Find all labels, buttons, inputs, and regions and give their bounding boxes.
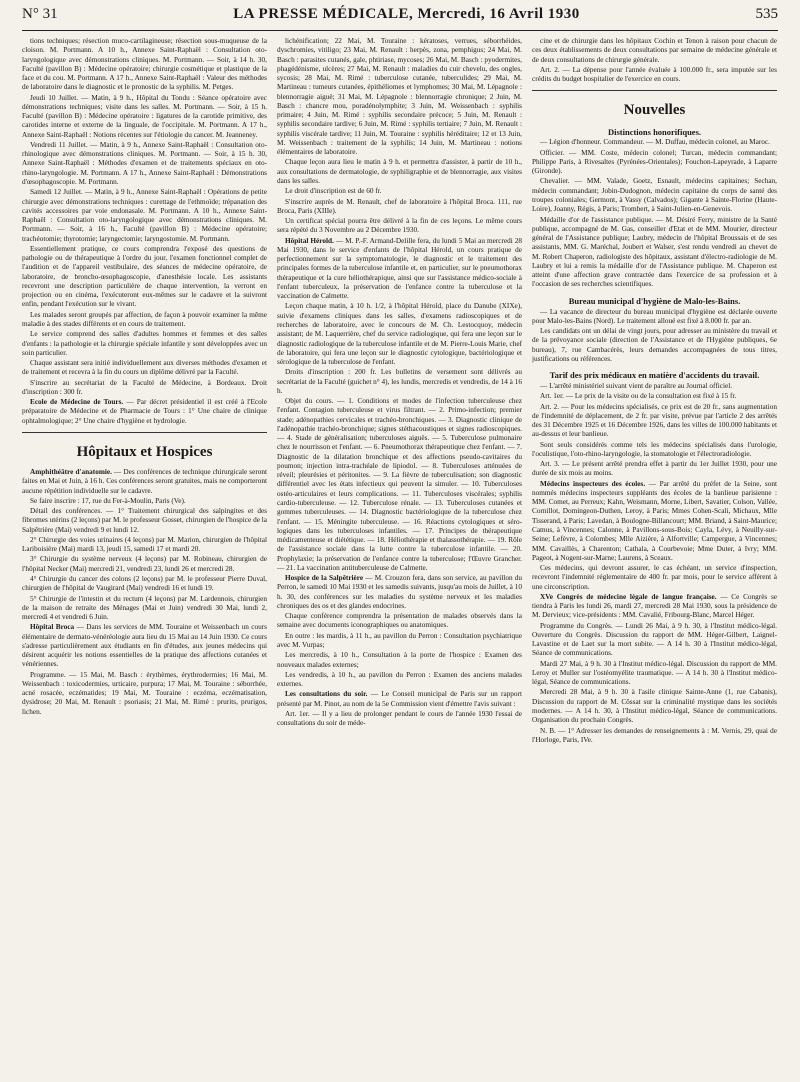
article-body: — Ce Congrès se tiendra à Paris les lundi 26, mardi 27, mercredi 28 Mai 1930, sous la présidence de M. Dervieux; vice-présidents : MM. Cavalié, Fribourg-Blanc, Marcel Héger.: [532, 592, 777, 620]
page-number: 535: [755, 6, 778, 22]
paragraph: — La vacance de directeur du bureau municipal d'hygiène est déclarée ouverte pour Malo-les-Bains (Nord). Le traitement alloué est fixé à 8.000 fr. par an.: [532, 307, 777, 325]
paragraph: Chaque leçon aura lieu le matin à 9 h. et permettra d'assister, à partir de 10 h., aux consultations de dermatologie, de syphiligraphie et de blennorragie, aux visites dans les salles.: [277, 158, 522, 185]
paragraph: Art. 2. — La dépense pour l'année évaluée à 100.000 fr., sera imputée sur les crédits du budget hospitalier de l'exercice en cours.: [532, 65, 777, 84]
article-body: — Dans les services de MM. Touraine et Weissenbach un cours élémentaire de dermato-vénéréologie aura lieu du 15 Mai au 14 Juin 1930. Ce cours s'adresse particulièrement aux étudiants en fin d'études, aux jeunes médecins qui désirent acquérir les notions essentielles de la pratique des affections cutanées et vénériennes.: [22, 623, 267, 669]
column-1: [22, 37, 267, 1077]
paragraph: tions techniques; résection muco-cartilagineuse; résection sous-muqueuse de la cloison. M. Portmann. A 10 h., Annexe Saint-Raphaël : Consultation oto-laryngologique avec démonstrations cliniques. M. Portmann. — Soir, à 14 h. 30, Faculté (pavillon B) : Médecine opératoire; chirurgie cosmétique et plastique de la face et du cou. M. Portmann. A 17 h., Annexe Saint-Raphaël : Valeur des méthodes de laboratoire dans le diagnostic et le pronostic de la syphilis. M. Petges.: [22, 37, 267, 92]
paragraph: Vendredi 11 Juillet. — Matin, à 9 h., Annexe Saint-Raphaël : Consultation oto-rhinologique avec démonstrations cliniques. M. Portmann. — Soir, à 15 h. 30, Annexe Saint-Raphaël : Méthodes d'examen et de traitements spéciaux en oto-rhino-laryngologie. M. Portmann. A 17 h., Annexe Saint-Raphaël : Démonstrations d'œsophagoscopie. M. Portmann.: [22, 140, 267, 186]
paragraph: Le droit d'inscription est de 60 fr.: [285, 187, 382, 196]
article-heading: Hôpital Broca: [30, 623, 75, 632]
paragraph: Le service comprend des salles d'adultes hommes et femmes et des salles d'enfants : la pathologie et la chirurgie spéciale infantile y sont développées avec un soin particulier.: [22, 330, 267, 357]
article-heading: Médecins inspecteurs des écoles.: [540, 479, 646, 488]
article-inspecteurs: [532, 480, 777, 563]
article-heading: Tarif des prix médicaux en matière d'accidents du travail.: [549, 370, 760, 381]
section-title-nouvelles: Nouvelles: [623, 102, 686, 119]
article-body: — Par décret présidentiel il est créé à l'Ecole préparatoire de Médecine et de Pharmacie de Tours : 1° Une chaire de clinique ophtalmologique; 2° Une chaire d'hygiène et hydrologie.: [22, 398, 267, 425]
article-heading: Ecole de Médecine de Tours.: [30, 398, 124, 407]
article-heading: Distinctions honorifiques.: [607, 126, 702, 137]
paragraph: Médaille d'or de l'assistance publique. — M. Désiré Ferry, ministre de la Santé publique, accompagné de M. Gas, conseiller d'Etat et de MM. Mourier, directeur général de l'Assistance publique; Laubry, médecin de l'hôpital Broussais et de ses assistants, MM. G. Maréchal, Joubert et Walser, s'est rendu vendredi au chevet de M. Robert Chaperon, radiologiste des hôpitaux, assistant d'électro-radiologie de M. Laubry et lui a remis la médaille d'or de l'Assistance publique. M. Chaperon est atteint d'une affection grave contractée dans l'exercice de sa profession et à l'occasion de ses recherches scientifiques.: [532, 215, 777, 289]
paragraph: Essentiellement pratique, ce cours comprendra l'exposé des questions de pathologie ou de thérapeutique à l'ordre du jour, l'examen fonctionnel complet de l'audition et de l'appareil vestibulaire, des séances de médecine opératoire, de laboratoire, de broncho-œsophagoscopie, d'anesthésie locale. Les assistants recevront une description particulière de chaque intervention, la verront en projection ou en cinéma, l'exécuteront eux-mêmes sur le cadavre et la suivront enfin, pendant l'exécution sur le vivant.: [22, 244, 267, 309]
paragraph: Se faire inscrire : 17, rue du Fer-à-Moulin, Paris (Ve).: [30, 496, 186, 505]
paragraph: Art. 1er. — Le prix de la visite ou de la consultation est fixé à 15 fr.: [540, 392, 737, 401]
paragraph: 3° Chirurgie du système nerveux (4 leçons) par M. Robineau, chirurgien de l'hôpital Necker (Mai) mercredi 21, vendredi 23, lundi 26 et mercredi 28.: [22, 555, 267, 573]
paragraph: Art. 1er. — Il y a lieu de prolonger pendant le cours de l'année 1930 l'essai de consultations du soir de méde-: [277, 709, 522, 728]
paragraph: Mercredi 28 Mai, à 9 h. 30 à l'asile clinique Sainte-Anne (1, rue Cabanis), Discussion du rapport de M. Côssat sur la criminalité mystique dans les sociétés modernes. — A 14 h. 30, à l'Institut médico-légal, Séance de communications. Organisation du prochain Congrès.: [532, 688, 777, 725]
section-rule: [532, 90, 777, 91]
paragraph: Ces médecins, qui devront assurer, le cas échéant, un service d'inspection, recevront l'indemnité réglementaire de 400 fr. par mois, pour le service afférent à une circonscription.: [532, 564, 777, 591]
paragraph: 4° Chirurgie du cancer des colons (2 leçons) par M. le professeur Pierre Duval, chirurgien de l'hôpital de Vaugirard (Mai) vendredi 16 et lundi 19.: [22, 575, 267, 593]
paragraph: 2° Chirurgie des voies urinaires (4 leçons) par M. Marion, chirurgien de l'hôpital Lariboisière (Mai) mardi 13, jeudi 15, samedi 17 et mardi 20.: [22, 535, 267, 554]
paragraph: Un certificat spécial pourra être délivré à la fin de ces leçons. Le même cours sera répété du 3 Novembre au 2 Décembre 1930.: [277, 217, 522, 235]
paragraph: Les candidats ont un délai de vingt jours, pour adresser au ministère du travail et de la prévoyance sociale (direction de l'Assistance et de l'Hygiène publiques, 6e bureau), 7, rue Cambacérès, leurs demandes accompagnées de tous titres, justifications ou références.: [532, 327, 777, 363]
paragraph: Leçon chaque matin, à 10 h. 1/2, à l'hôpital Hérold, place du Danube (XIXe), suivie d'examens cliniques dans les salles, d'examens radioscopiques et de recherches de laboratoire, avec le concours de M. Ch. Lestocquoy, médecin assistant; de M. Laquerrière, chef du service radiologique, qui fera une leçon sur le diagnostic radiologique de la tuberculose infantile et de M. Pierre-Louis Marie, chef de laboratoire, qui fera une leçon sur le diagnostic cytologique, bactériologique et sérologique de la tuberculose de l'enfant.: [277, 302, 522, 367]
column-3: [532, 37, 777, 1077]
paragraph: cine et de chirurgie dans les hôpitaux Cochin et Tenon à raison pour chacun de ces deux établissements de deux consultations par semaine de médecine générale et de deux consultations de chirurgie générale.: [532, 37, 777, 64]
paragraph: 5° Chirurgie de l'intestin et du rectum (4 leçons) par M. Lardennois, chirurgien de la maison de retraite des Ménages (Mai et Juin) vendredi 30 Mai, lundi 2, mercredi 4 et vendredi 6 Juin.: [22, 594, 267, 622]
article-broca: [22, 623, 267, 669]
paragraph: N. B. — 1° Adresser les demandes de renseignements à : M. Vernis, 29, quai de l'Horloge, Paris, IVe.: [532, 726, 777, 744]
column-2: [277, 37, 522, 1077]
issue-number: N° 31: [22, 6, 58, 22]
paragraph: Détail des conférences. — 1° Traitement chirurgical des salpingites et des fibromes utérins (2 leçons) par M. le professeur Gosset, chirurgien de l'hospice de la Salpêtrière (Mai) vendredi 9 et lundi 12.: [22, 507, 267, 534]
paragraph: Officier. — MM. Coste, médecin colonel; Turcan, médecin commandant; Philippe Paris, à Rivesaltes (Pyrénées-Orientales); Fouchon-Lapeyrade, à Laparre (Gironde).: [532, 148, 777, 176]
paragraph: — Légion d'honneur. Commandeur. — M. Duffau, médecin colonel, au Maroc.: [540, 138, 770, 147]
paragraph: Objet du cours. — 1. Conditions et modes de l'infection tuberculeuse chez l'enfant. Contagion tuberculeuse et virus filtrant. — 2. Primo-infection; premier stade; adénopathies cervicales et trachéo-bronchiques. — 3. Diagnostic clinique de l'adénopathie trachéo-bronchique; signes stéthacoustiques et signes radioscopiques. — 4. Stade de généralisation; tuberculoses aiguës. — 5. Tuberculose pulmonaire chez le nourrisson et l'enfant. — 6. Pneumothorax thérapeutique chez l'enfant. — 7. Diagnostic de la dilatation bronchique et des affections pseudo-cavitaires du poumon; injection intra-trachéale de lipiodol. — 8. Tuberculoses atténuées de réveil; pleurésies et péritonites. — 9. La fièvre de tuberculisation; son diagnostic différentiel avec les états infectieux qui peuvent la simuler. — 10. Tuberculoses ostéo-articulaires et leurs complications. — 11. Tuberculoses viscérales; syphilis cardio-tuberculeuse. — 12. Tuberculose rénale. — 13. Tuberculoses cutanées et gommes tuberculeuses. — 14. Diagnostic bactériologique de la tuberculose chez l'enfant. — 15. Méningite tuberculeuse. — 16. Réactions cytologiques et séro-logiques dans les tuberculoses infantiles. — 17. Principes de thérapeutique médicamenteuse et diététique. — 18. Héliothérapie et thalassothérapie. — 19. Rôle de l'assistance sociale dans la lutte contre la tuberculose infantile. — 20. Prophylaxie; la préservation de l'enfance contre la tuberculose; l'Œuvre Grancher. — 21. La vaccination antituberculeuse de Calmette.: [277, 397, 522, 572]
article-congres: [532, 593, 777, 621]
paragraph: lichénification; 22 Mai, M. Touraine : kératoses, verrues, séborrhéides, dyschromies, vitiligo; 23 Mai, M. Renault : herpès, zona, pemphigus; 24 Mai, M. Basch : parasites cutanés, gale, phtiriase, mycoses; 26 Mai, M. Basch : pyodermites, phagédénisme, ulcères; 27 Mai, M. Renault : maladies du cuir chevelu, des ongles, sycosis; 28 Mai, M. Rimé : tuberculose cutanée, tuberculides; 29 Mai, M. Martineau : tumeurs cutanées, épithéliomes et lymphomes; 30 Mai, M. Lépagnole : blennorragie aiguë; 31 Mai, M. Lépagnole : blennorragie chronique; 2 Juin, M. Basch : chancre mou, poradénolymphite; 3 Juin, M. Weissenbach : syphilis primaire; 4 Juin, M. Rimé : syphilis secondaire précoce; 5 Juin, M. Renault : syphilis secondaire tardive; 6 Juin, M. Rimé : syphilis tertiaire; 7 Juin, M. Renault : syphilis viscérale tardive; 11 Juin, M. Touraine : syphilis héréditaire; 12 et 13 Juin, M. Weissenbach : traitement de la syphilis; 14 Juin, M. Martineau : notions élémentaires de laboratoire.: [277, 37, 522, 157]
paragraph: Droits d'inscription : 200 fr. Les bulletins de versement sont délivrés au secrétariat de la Faculté (guichet n° 4), les lundis, mercredis et vendredis, de 14 à 16 h.: [277, 368, 522, 395]
page-header: [22, 6, 778, 31]
paragraph: Chaque conférence comprendra la présentation de malades observés dans la semaine avec documents iconographiques ou anatomiques.: [277, 612, 522, 630]
article-heading: XVe Congrès de médecine légale de langue française.: [540, 592, 717, 601]
article-body: — Par arrêté du préfet de la Seine, sont nommés médecins inspecteurs suppléants des écoles de la banlieue parisienne : MM. Comet, au Perreux; Kahn, Weismann, Morne, Libert, Savatier, Colson, Vallée, Cornillot, Domingeon-Duthen, Leroy, à Paris; Mmes Cohen-Scali, Michaux, Mlle Tisserand, à Paris; Lavedan, à Boulogne-Billancourt; MM. Briand, à Saint-Maurice; Camus, à Vincennes; Calonne, à Pavillons-sous-Bois; Cayla, Lévy, à Neuilly-sur-Seine; Lefèvre, à Colombes; Mlle Aizière, à Alfortville; Campergue, à Vincennes; MM. Cavaillès, à Charenton; Cathala, à Courbevoie; Mme Duter, à Ivry; MM. Pageot, à Nogent-sur-Marne; Laurens, à Sceaux.: [532, 479, 777, 562]
article-heading: Les consultations du soir.: [285, 690, 368, 699]
article-heading: Amphithéâtre d'anatomie.: [30, 468, 112, 477]
article-heading: Bureau municipal d'hygiène de Malo-les-Bains.: [568, 295, 741, 306]
article-body: — M. P.-F. Armand-Delille fera, du lundi 5 Mai au mercredi 28 Mai 1930, dans le service d'enfants de l'hôpital Hérold, un cours pratique de perfectionnement sur la symptomatologie, le diagnostic et le traitement des principales formes de la tuberculose infantile et, en particulier, sur le pneumothorax thérapeutique et la cure héliothérapique, ainsi que sur l'assistance médico-sociale à l'enfant tuberculeux, la préservation de l'enfance contre la tuberculose et la vaccination de Calmette.: [277, 236, 522, 301]
paragraph: Jeudi 10 Juillet. — Matin, à 9 h., Hôpital du Tondu : Séance opératoire avec démonstrations techniques; visite dans les salles. M. Portmann. — Soir, à 15 h. Faculté (pavillon B) : Médecine opératoire : ligatures de la carotide primitive, des carotides interne et externe de la linguale, de l'occipitale. M. Portmann. A 17 h., Annexe Saint-Raphaël : Notions récentes sur l'étiologie du cancer. M. Jeanneney.: [22, 93, 267, 139]
article-body: — Le Conseil municipal de Paris sur un rapport présenté par M. Pinot, au nom de la 5e Commission vient d'émettre l'avis suivant :: [277, 690, 522, 708]
article-body: — M. Crouzon fera, dans son service, au pavillon du Perron, le samedi 10 Mai 1930 et les samedis suivants, jusqu'au mois de Juillet, à 10 h. 30, des conférences sur les maladies du système nerveux et les maladies chroniques des os et des glandes endocrines.: [277, 574, 522, 610]
article-heading: Hôpital Hérold.: [285, 236, 334, 245]
paragraph: Les vendredis, à 10 h., au pavillon du Perron : Examen des anciens malades externes.: [277, 670, 522, 689]
paragraph: Les mercredis, à 10 h., Consultation à la porte de l'hospice : Examen des nouveaux malades externes;: [277, 651, 522, 669]
article-amphitheatre: [22, 468, 267, 496]
article-tours: [22, 398, 267, 426]
paragraph: Sont seuls considérés comme tels les médecins spécialisés dans l'urologie, l'oculistique, l'oto-rhino-laryngologie, la stomatologie et l'électroradiologie.: [532, 440, 777, 458]
paragraph: Programme. — 15 Mai, M. Basch : érythèmes, érythrodermies; 16 Mai, M. Weissenbach : toxicodermies, urticaire, purpura; 17 Mai, M. Touraine : séborrhée, acné rosacée, eczématides; 19 Mai, M. Touraine : eczéma, eczématisation, dysidrose; 20 Mai, M. Renault : psoriasis; 21 Mai, M. Rimé : prurits, prurigos, lichen.: [22, 670, 267, 716]
newspaper-title: LA PRESSE MÉDICALE, Mercredi, 16 Avril 1930: [233, 6, 580, 22]
paragraph: Les malades seront groupés par affection, de façon à pouvoir examiner la même maladie à des stades différents et en cours de traitement.: [22, 310, 267, 328]
paragraph: En outre : les mardis, à 11 h., au pavillon du Perron : Consultation psychiatrique avec M. Vurpas;: [277, 631, 522, 649]
paragraph: — L'arrêté ministériel suivant vient de paraître au Journal officiel.: [540, 381, 733, 390]
paragraph: S'inscrire au secrétariat de la Faculté de Médecine, à Bordeaux. Droit d'inscription : 300 fr.: [22, 378, 267, 396]
paragraph: Chaque assistant sera initié individuellement aux diverses méthodes d'examen et de traitement et recevra à la fin du cours un diplôme délivré par la Faculté.: [22, 359, 267, 377]
paragraph: Samedi 12 Juillet. — Matin, à 9 h., Annexe Saint-Raphaël : Opérations de petite chirurgie avec démonstrations techniques : curettage de l'ethmoïde; trépanation des cavités accessoires par voie endonasale. M. Portmann. A 10 h., Annexe Saint-Raphaël : Consultation oto-laryngologique avec démonstrations cliniques. M. Portmann. — Soir, à 16 h., Faculté (pavillon B) : Médecine opératoire; trachéotomie; thyrotomie; laryngectomie; laryngostomie. M. Portmann.: [22, 188, 267, 243]
paragraph: Mardi 27 Mai, à 9 h. 30 à l'Institut médico-légal. Discussion du rapport de MM. Leroy et Muller sur l'ostéomyélite traumatique. — A 14 h. 30 à l'Institut médico-légal, Séance de communications.: [532, 659, 777, 687]
article-body: — Des conférences de technique chirurgicale seront faites en Mai et Juin, à 16 h. Ces conférences seront gratuites, mais ne comporteront aucune répétition individuelle sur le cadavre.: [22, 468, 267, 495]
section-rule: [22, 432, 267, 433]
article-salpetriere: [277, 574, 522, 611]
article-herold: [277, 237, 522, 302]
paragraph: Art. 3. — Le présent arrêté prendra effet à partir du 1er Juillet 1930, pour une durée de six mois au moins.: [532, 460, 777, 478]
article-heading: Hospice de la Salpêtrière: [285, 574, 364, 583]
paragraph: Chevalier. — MM. Valade, Goetz, Esnault, médecins capitaines; Sechan, médecin commandant; Jobin-Dudognon, médecin capitaine du corps de santé des troupes coloniales; Germont, à Vassy (Calvados); Gigante à Sainte-Florine (Haute-Loire), Joanny, Régis, à Paris; Trombert, à Saint-Julien-en-Genevois.: [532, 177, 777, 214]
section-title-hopitaux: Hôpitaux et Hospices: [76, 443, 213, 460]
paragraph: Art. 2. — Pour les médecins spécialisés, ce prix est de 20 fr., sans augmentation de l'indemnité de déplacement, de 2 fr. par visite, prévue par l'article 2 des arrêtés des 31 Décembre 1925 et 16 Décembre 1926, dans les villes de 100.000 habitants et au-dessus et leur banlieue.: [532, 402, 777, 439]
paragraph: S'inscrire auprès de M. Renault, chef de laboratoire à l'hôpital Broca. 111, rue Broca, Paris (XIIIe).: [277, 197, 522, 215]
paragraph: Programme du Congrès. — Lundi 26 Mai, à 9 h. 30, à l'Institut médico-légal. Ouverture du Congrès. Discussion du rapport de MM. Héger-Gilbert, Laignel-Lavastine et de Laet sur la mort subite. — A 14 h. 30 à l'Institut médico-légal, Séance de communications.: [532, 621, 777, 658]
article-consultations-soir: [277, 690, 522, 709]
